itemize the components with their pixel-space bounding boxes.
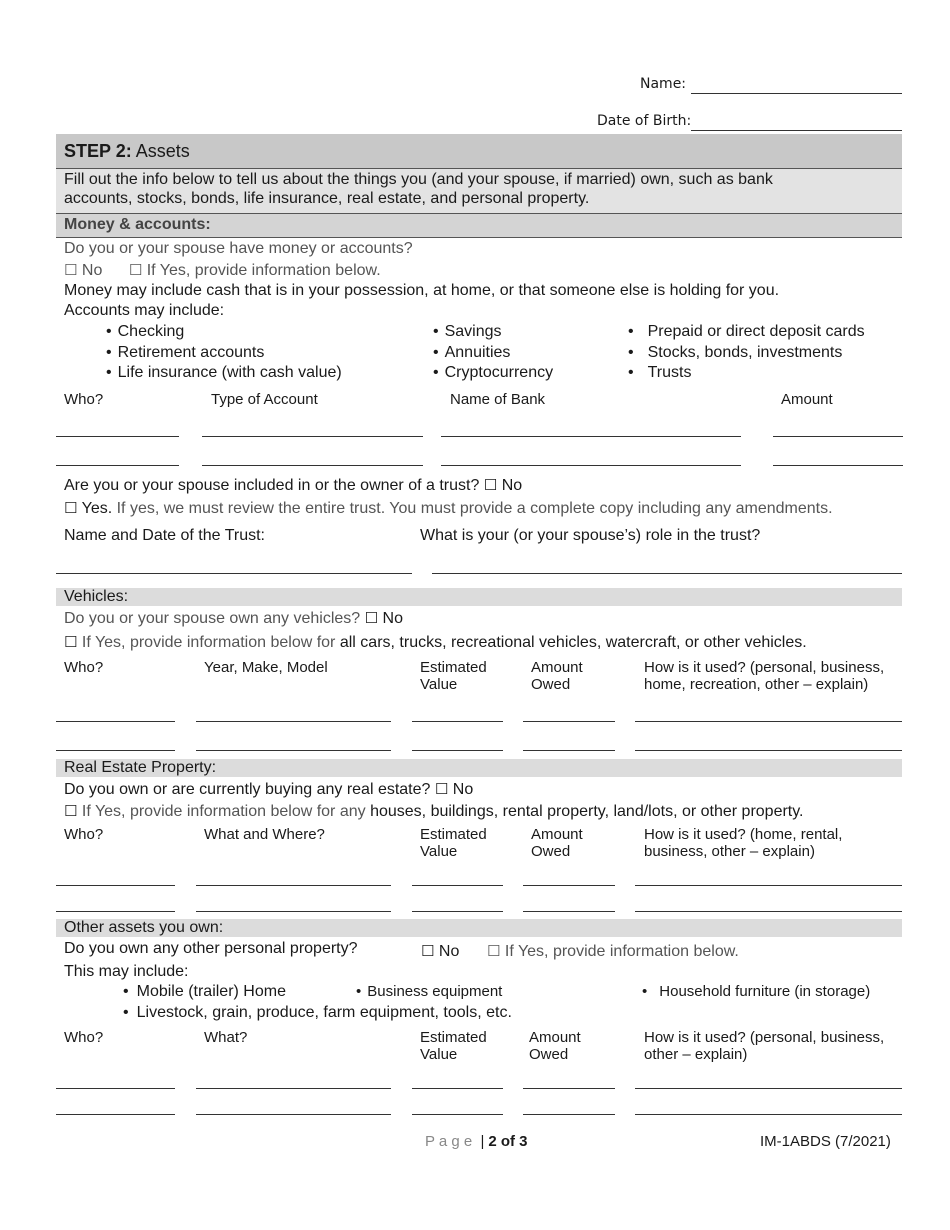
realestate-yes-row	[64, 802, 804, 821]
trust-name-date-field[interactable]	[56, 573, 412, 574]
other-row2-what[interactable]	[196, 1114, 391, 1115]
other-col-what: What?	[204, 1029, 248, 1046]
vehicles-row2-amt[interactable]	[523, 750, 615, 751]
money-options	[64, 261, 381, 280]
realestate-no-checkbox[interactable]: ☐	[434, 780, 449, 798]
bullet-trusts: • Trusts	[628, 364, 692, 381]
vehicles-row2-use[interactable]	[635, 750, 902, 751]
vehicles-col-amt	[531, 659, 583, 693]
money-row1-bank[interactable]	[441, 436, 741, 437]
name-field[interactable]	[691, 93, 902, 94]
vehicles-question: Do you or your spouse own any vehicles?	[64, 610, 361, 627]
vehicles-row1-est[interactable]	[412, 721, 503, 722]
vehicles-col-use	[644, 659, 884, 693]
other-col-who: Who?	[64, 1029, 104, 1046]
trust-yes-text: If yes, we must review the entire trust. You must provide a complete copy including any amendments.	[116, 500, 833, 517]
step-prefix: STEP 2:	[64, 141, 132, 161]
money-col-amount: Amount	[781, 391, 833, 408]
money-row1-amount[interactable]	[773, 436, 903, 437]
bullet-stocks-text: Stocks, bonds, investments	[647, 344, 843, 361]
vehicles-no-checkbox[interactable]: ☐	[364, 609, 379, 627]
vehicles-col-use-1: How is it used? (personal, business,	[644, 659, 885, 676]
page-word: P a g e	[425, 1133, 473, 1150]
realestate-col-amt-2: Owed	[531, 843, 571, 860]
realestate-col-est-2: Value	[420, 843, 458, 860]
other-row1-who[interactable]	[56, 1088, 175, 1089]
realestate-col-amt-1: Amount	[531, 826, 583, 843]
realestate-yes-checkbox[interactable]: ☐	[64, 802, 78, 820]
vehicles-row1-amt[interactable]	[523, 721, 615, 722]
other-row2-use[interactable]	[635, 1114, 902, 1115]
other-row2-amt[interactable]	[523, 1114, 615, 1115]
vehicles-row2-ymm[interactable]	[196, 750, 391, 751]
realestate-yes-prefix: If Yes, provide information below for any	[81, 803, 366, 820]
money-row2-type[interactable]	[202, 465, 423, 466]
trust-question: Are you or your spouse included in or the owner of a trust?	[64, 477, 480, 494]
vehicles-col-amt-1: Amount	[531, 659, 583, 676]
realestate-col-use	[644, 826, 842, 860]
realestate-row2-amt[interactable]	[523, 911, 615, 912]
other-row1-est[interactable]	[412, 1088, 503, 1089]
realestate-question-row	[64, 780, 473, 799]
other-row1-amt[interactable]	[523, 1088, 615, 1089]
other-bullet-business-text: Business equipment	[367, 983, 503, 1000]
other-no-checkbox[interactable]: ☐	[421, 942, 435, 960]
bullet-checking: • Checking	[106, 323, 184, 341]
money-heading: Money & accounts:	[64, 216, 211, 233]
realestate-row1-est[interactable]	[412, 885, 503, 886]
money-no-label: No	[81, 262, 103, 279]
dob-label: Date of Birth:	[597, 113, 692, 129]
vehicles-col-est	[420, 659, 487, 693]
bullet-prepaid-text: Prepaid or direct deposit cards	[647, 323, 865, 340]
other-bullet-livestock-text: Livestock, grain, produce, farm equipment, tools, etc.	[136, 1004, 512, 1021]
realestate-row2-who[interactable]	[56, 911, 175, 912]
money-yes-label: If Yes, provide information below.	[146, 262, 381, 279]
vehicles-col-amt-2: Owed	[531, 676, 571, 693]
realestate-col-use-2: business, other – explain)	[644, 843, 815, 860]
other-row1-what[interactable]	[196, 1088, 391, 1089]
money-question: Do you or your spouse have money or accounts?	[64, 240, 413, 257]
money-row2-who[interactable]	[56, 465, 179, 466]
other-row2-est[interactable]	[412, 1114, 503, 1115]
other-no-label: No	[438, 943, 460, 960]
vehicles-yes-checkbox[interactable]: ☐	[64, 633, 78, 651]
page-number: 2 of 3	[488, 1133, 528, 1150]
realestate-col-est-1: Estimated	[420, 826, 487, 843]
other-col-est-1: Estimated	[420, 1029, 487, 1046]
realestate-row1-who[interactable]	[56, 885, 175, 886]
realestate-col-what: What and Where?	[204, 826, 325, 843]
bullet-savings: • Savings	[433, 323, 502, 341]
realestate-yes-rest: houses, buildings, rental property, land/lots, or other property.	[370, 803, 804, 820]
other-yes-checkbox[interactable]: ☐	[487, 942, 501, 960]
money-row2-bank[interactable]	[441, 465, 741, 466]
trust-yes-label: Yes.	[81, 500, 113, 517]
trust-no-label: No	[501, 477, 523, 494]
money-col-who: Who?	[64, 391, 104, 408]
step-title-bar	[56, 134, 902, 169]
trust-name-date-label: Name and Date of the Trust:	[64, 527, 265, 544]
money-note-2: Accounts may include:	[64, 302, 225, 319]
other-yes-label: If Yes, provide information below.	[504, 943, 739, 960]
realestate-row2-what[interactable]	[196, 911, 391, 912]
vehicles-no-label: No	[382, 610, 403, 627]
realestate-col-amt	[531, 826, 583, 860]
realestate-row2-use[interactable]	[635, 911, 902, 912]
vehicles-yes-rest: all cars, trucks, recreational vehicles, watercraft, or other vehicles.	[339, 634, 807, 651]
other-col-amt-2: Owed	[529, 1046, 569, 1063]
money-heading-bar	[56, 214, 902, 238]
trust-role-label: What is your (or your spouse’s) role in the trust?	[420, 527, 761, 544]
other-col-use-1: How is it used? (personal, business,	[644, 1029, 885, 1046]
bullet-life-insurance: • Life insurance (with cash value)	[106, 364, 342, 382]
vehicles-col-use-2: home, recreation, other – explain)	[644, 676, 869, 693]
other-col-est-2: Value	[420, 1046, 458, 1063]
realestate-row2-est[interactable]	[412, 911, 503, 912]
other-bullet-business: • Business equipment	[356, 983, 503, 1000]
money-row1-who[interactable]	[56, 436, 179, 437]
bullet-crypto: • Cryptocurrency	[433, 364, 553, 382]
name-label: Name:	[640, 76, 687, 92]
vehicles-row1-ymm[interactable]	[196, 721, 391, 722]
other-bullet-mobile-home: • Mobile (trailer) Home	[123, 983, 286, 1000]
bullet-trusts-text: Trusts	[647, 364, 692, 381]
other-may-include: This may include:	[64, 963, 189, 980]
other-bullet-furniture-text: Household furniture (in storage)	[659, 983, 871, 1000]
other-yes-option	[487, 942, 739, 961]
other-col-amt	[529, 1029, 581, 1063]
trust-role-field[interactable]	[432, 573, 902, 574]
realestate-row1-amt[interactable]	[523, 885, 615, 886]
realestate-row1-use[interactable]	[635, 885, 902, 886]
trust-yes-row	[64, 499, 833, 518]
vehicles-col-ymm: Year, Make, Model	[204, 659, 328, 676]
form-id: IM-1ABDS (7/2021)	[760, 1133, 891, 1150]
other-col-est	[420, 1029, 487, 1063]
trust-no-checkbox[interactable]: ☐	[483, 476, 498, 494]
realestate-col-who: Who?	[64, 826, 104, 843]
vehicles-row1-use[interactable]	[635, 721, 902, 722]
vehicles-row2-who[interactable]	[56, 750, 175, 751]
money-yes-checkbox[interactable]: ☐	[128, 261, 143, 279]
money-col-type: Type of Account	[211, 391, 318, 408]
other-bullet-livestock: • Livestock, grain, produce, farm equipment, tools, etc.	[123, 1004, 512, 1021]
other-no-option	[421, 942, 459, 961]
page-footer: P a g e | 2 of 3	[425, 1133, 528, 1150]
intro-line-2: accounts, stocks, bonds, life insurance, real estate, and personal property.	[64, 190, 590, 207]
realestate-col-use-1: How is it used? (home, rental,	[644, 826, 843, 843]
bullet-annuities: • Annuities	[433, 344, 510, 362]
trust-yes-checkbox[interactable]: ☐	[64, 499, 78, 517]
realestate-heading-bar	[56, 759, 902, 777]
other-col-use-2: other – explain)	[644, 1046, 748, 1063]
vehicles-row2-est[interactable]	[412, 750, 503, 751]
dob-field[interactable]	[691, 130, 902, 131]
other-row1-use[interactable]	[635, 1088, 902, 1089]
other-question: Do you own any other personal property?	[64, 940, 358, 957]
money-no-checkbox[interactable]: ☐	[64, 261, 78, 279]
vehicles-yes-prefix: If Yes, provide information below for	[81, 634, 336, 651]
money-row1-type[interactable]	[202, 436, 423, 437]
other-col-use	[644, 1029, 884, 1063]
other-bullet-furniture: • Household furniture (in storage)	[642, 983, 871, 1000]
money-row2-amount[interactable]	[773, 465, 903, 466]
realestate-no-label: No	[452, 781, 474, 798]
step-title	[64, 141, 190, 162]
intro-line-1: Fill out the info below to tell us about the things you (and your spouse, if married) own, such as bank	[64, 171, 773, 188]
money-note-1: Money may include cash that is in your possession, at home, or that someone else is holding for you.	[64, 282, 780, 299]
vehicles-question-row	[64, 609, 403, 628]
vehicles-col-est-2: Value	[420, 676, 458, 693]
realestate-question: Do you own or are currently buying any real estate?	[64, 781, 431, 798]
realestate-heading: Real Estate Property:	[64, 759, 217, 776]
other-bullet-mobile-home-text: Mobile (trailer) Home	[136, 983, 286, 1000]
vehicles-heading-bar	[56, 588, 902, 606]
vehicles-heading: Vehicles:	[64, 588, 129, 605]
vehicles-row1-who[interactable]	[56, 721, 175, 722]
other-row2-who[interactable]	[56, 1114, 175, 1115]
other-heading-bar	[56, 919, 902, 937]
vehicles-col-who: Who?	[64, 659, 104, 676]
realestate-row1-what[interactable]	[196, 885, 391, 886]
bullet-stocks: • Stocks, bonds, investments	[628, 344, 843, 361]
bullet-prepaid: • Prepaid or direct deposit cards	[628, 323, 865, 340]
money-col-bank: Name of Bank	[450, 391, 546, 408]
bullet-retirement: • Retirement accounts	[106, 344, 264, 362]
vehicles-yes-row	[64, 633, 807, 652]
other-col-amt-1: Amount	[529, 1029, 581, 1046]
step-name: Assets	[135, 141, 190, 161]
intro-box	[56, 169, 902, 214]
trust-question-row	[64, 476, 522, 495]
realestate-col-est	[420, 826, 487, 860]
other-heading: Other assets you own:	[64, 919, 224, 936]
vehicles-col-est-1: Estimated	[420, 659, 487, 676]
